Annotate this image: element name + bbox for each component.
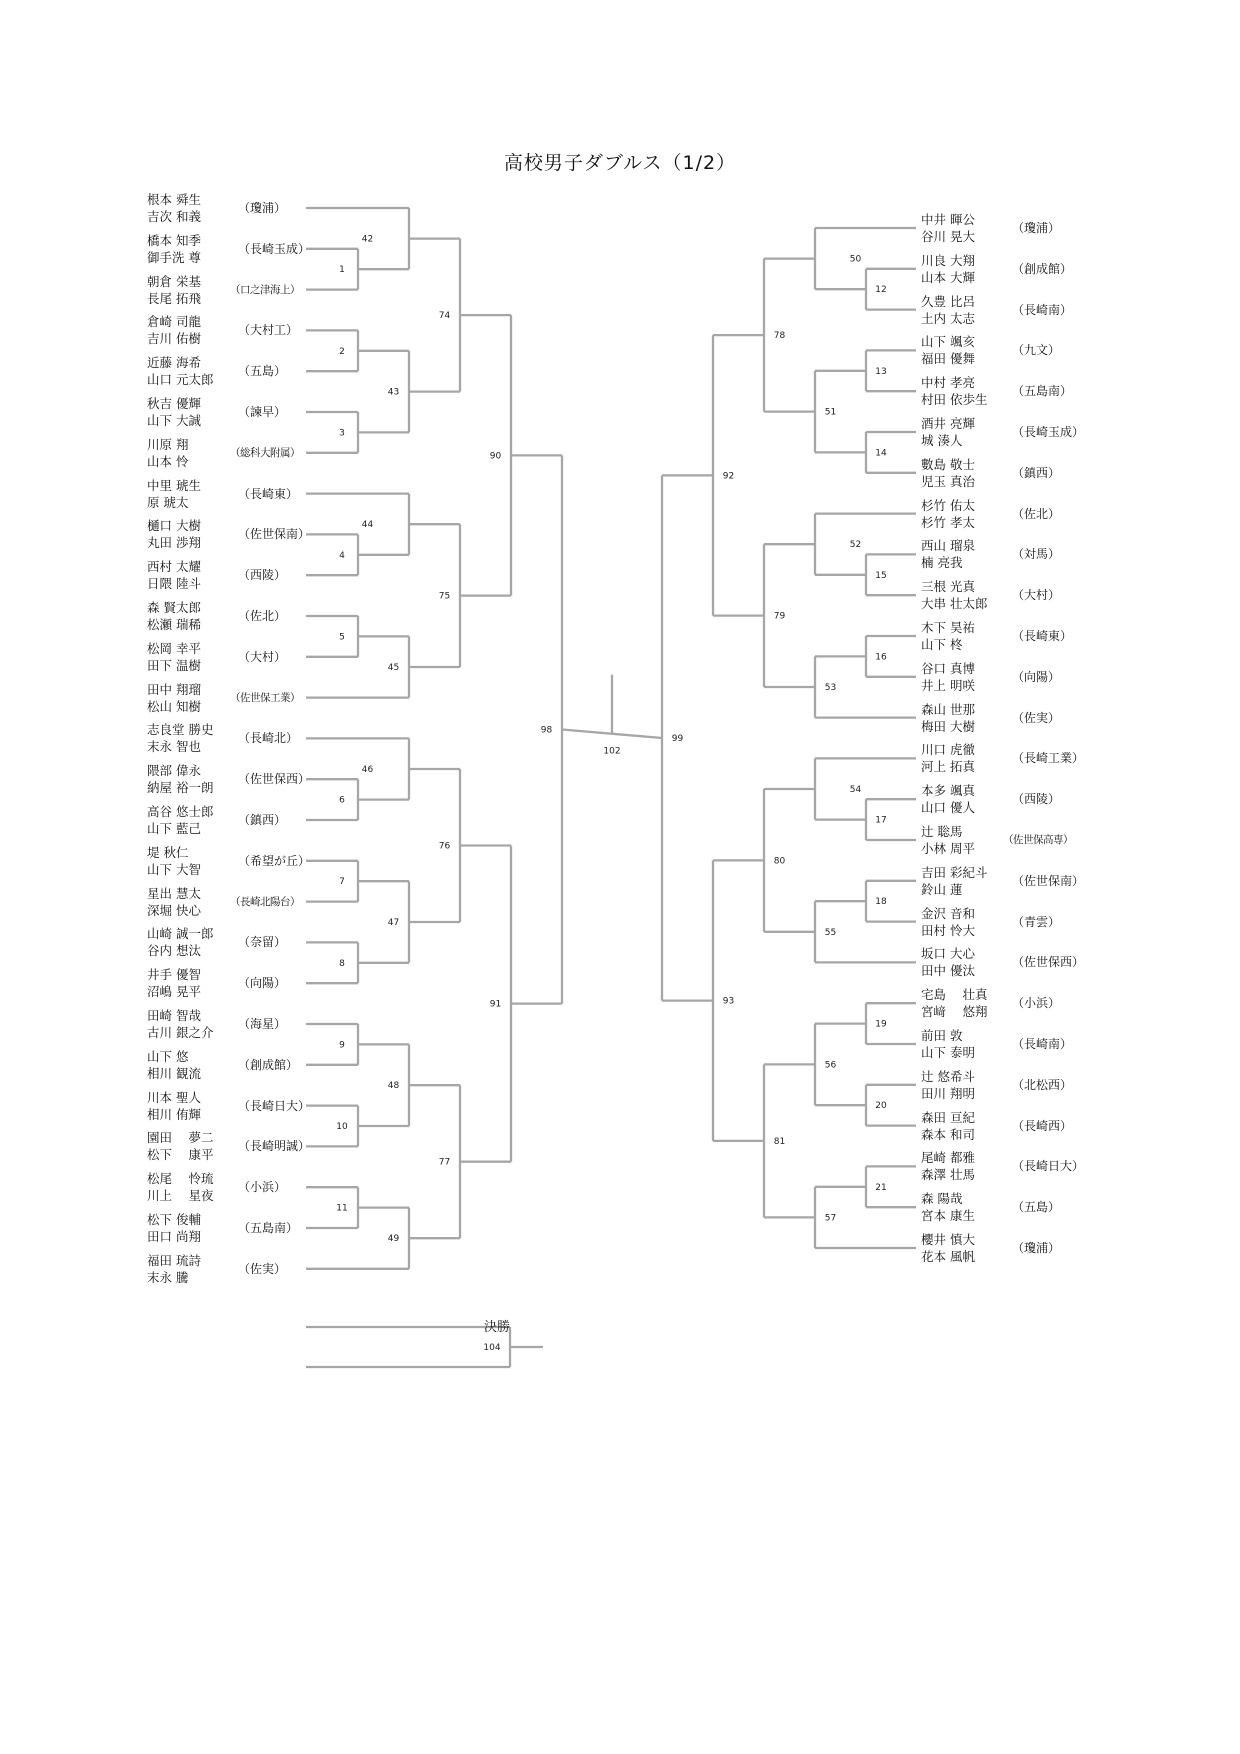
entry-players	[147, 599, 251, 633]
entry-players	[921, 905, 1025, 939]
match-number-19: 19	[875, 1019, 887, 1030]
entry-players	[147, 1129, 251, 1163]
entry-players	[147, 803, 251, 837]
player-name: 鈴山 蓮	[921, 881, 963, 897]
entry-players	[147, 966, 251, 1000]
player-name: 尾崎 都雅	[921, 1150, 975, 1166]
player-name: 辻 悠希斗	[921, 1068, 975, 1084]
entry-school: （五島南）	[238, 1221, 299, 1235]
match-number-16: 16	[875, 652, 887, 663]
player-name: 川口 虎徹	[921, 742, 975, 758]
match-number-10: 10	[336, 1122, 348, 1132]
player-name: 田中 優汰	[921, 963, 975, 979]
entry-players	[147, 191, 251, 225]
entry-school: （佐実）	[1012, 710, 1061, 725]
entry-players	[921, 333, 1025, 367]
player-name: 田崎 智哉	[147, 1008, 201, 1023]
entry-school: （長崎西）	[1012, 1118, 1073, 1133]
entry-school: （五島）	[238, 364, 287, 379]
player-name: 根本 舜生	[147, 192, 201, 207]
player-name: 山下 大誠	[147, 413, 201, 428]
match-number-54: 54	[849, 785, 862, 795]
match-number-21: 21	[875, 1182, 887, 1193]
player-name: 松瀬 瑞稀	[147, 617, 201, 632]
entry-players	[921, 986, 1025, 1020]
entry-school: （西陵）	[238, 568, 287, 583]
entry-school: （長崎日大）	[1012, 1159, 1085, 1174]
player-name: 酒井 亮輝	[921, 416, 975, 431]
entry-school: （大村）	[238, 649, 287, 664]
entry-players	[921, 1231, 1025, 1265]
entry-players	[921, 1149, 1025, 1183]
entry-players	[147, 1089, 251, 1123]
player-name: 楠 亮我	[921, 555, 963, 571]
player-name: 宮﨑 悠翔	[921, 1004, 988, 1020]
player-name: 志良堂 勝史	[147, 722, 214, 738]
entry-players	[147, 517, 251, 551]
entry-school: （瓊浦）	[1012, 221, 1061, 235]
match-number-3: 3	[339, 428, 345, 439]
match-number-104: 104	[483, 1343, 501, 1353]
player-name: 沼嶋 晃平	[147, 984, 201, 1000]
player-name: 橋本 知季	[147, 232, 201, 248]
match-number-44: 44	[361, 520, 374, 531]
player-name: 山本 怜	[147, 453, 189, 469]
entry-school: （創成館）	[1012, 261, 1073, 276]
entry-players	[921, 945, 1025, 979]
match-number-2: 2	[339, 346, 345, 357]
entry-school: （佐北）	[1012, 506, 1061, 521]
player-name: 福田 優舞	[921, 351, 975, 367]
player-name: 児玉 真治	[921, 473, 975, 489]
match-number-8: 8	[339, 958, 345, 969]
player-name: 山下 泰明	[921, 1045, 975, 1060]
match-number-102: 102	[603, 746, 621, 757]
entry-players	[921, 497, 1025, 531]
player-name: 小林 周平	[921, 841, 975, 856]
player-name: 松下 康平	[147, 1147, 214, 1163]
player-name: 山本 大輝	[921, 269, 975, 285]
player-name: 山下 颯亥	[921, 334, 975, 350]
player-name: 相川 侑輝	[147, 1106, 201, 1122]
entry-players	[921, 211, 1025, 245]
player-name: 西山 瑠泉	[921, 538, 975, 554]
entry-school: （対馬）	[1012, 547, 1061, 562]
entry-players	[147, 1048, 251, 1082]
entry-school: （長崎北陽台）	[230, 895, 300, 908]
player-name: 田口 尚翔	[147, 1229, 201, 1244]
entry-school: （瓊浦）	[1012, 1241, 1061, 1255]
entry-school: （長崎南）	[1012, 302, 1073, 317]
player-name: 前田 敦	[921, 1028, 963, 1043]
player-name: 森本 和司	[921, 1126, 975, 1142]
player-name: 谷川 晃大	[921, 229, 975, 244]
entry-school: （五島南）	[1012, 384, 1073, 399]
match-number-91: 91	[489, 999, 502, 1010]
entry-players	[147, 232, 251, 266]
entry-school: （小浜）	[238, 1180, 287, 1195]
player-name: 森 賢太郎	[147, 600, 201, 615]
player-name: 松山 知樹	[147, 698, 201, 714]
entry-players	[147, 477, 251, 511]
entry-school: （佐実）	[238, 1261, 287, 1276]
player-name: 朝倉 栄基	[147, 273, 201, 289]
player-name: 末永 智也	[147, 739, 201, 755]
player-name: 田村 怜大	[921, 922, 975, 938]
player-name: 山下 柊	[921, 637, 963, 652]
player-name: 山崎 誠一郎	[147, 926, 214, 942]
entry-school: （向陽）	[238, 976, 287, 991]
match-number-53: 53	[824, 683, 837, 693]
entry-players	[147, 558, 251, 592]
match-number-1: 1	[339, 265, 345, 276]
match-number-47: 47	[387, 918, 400, 928]
match-number-20: 20	[875, 1101, 887, 1112]
match-number-49: 49	[387, 1234, 400, 1245]
match-number-48: 48	[387, 1081, 400, 1092]
entry-school: （長崎東）	[238, 486, 299, 501]
player-name: 川上 星夜	[147, 1188, 214, 1204]
match-number-4: 4	[339, 550, 345, 561]
match-number-51: 51	[824, 407, 837, 418]
player-name: 井手 優智	[147, 967, 201, 983]
player-name: 末永 騰	[147, 1269, 189, 1285]
entry-school: （長崎玉成）	[1012, 425, 1085, 439]
entry-school: （総科大附属）	[230, 446, 300, 459]
player-name: 松尾 怜琉	[147, 1171, 214, 1187]
entry-players	[147, 354, 251, 388]
entry-players	[921, 741, 1025, 775]
entry-players	[147, 844, 251, 878]
player-name: 樋口 大樹	[147, 518, 201, 534]
match-number-99: 99	[671, 734, 684, 744]
player-name: 中村 孝亮	[921, 375, 975, 391]
entry-school: （佐世保高専）	[1003, 834, 1073, 846]
player-name: 中井 暉公	[921, 212, 975, 227]
player-name: 宮本 康生	[921, 1208, 975, 1224]
player-name: 山下 悠	[147, 1048, 189, 1064]
player-name: 園田 夢二	[147, 1130, 214, 1146]
entry-players	[921, 415, 1025, 449]
player-name: 谷口 真博	[921, 660, 975, 676]
match-number-75: 75	[438, 591, 451, 602]
player-name: 城 湊人	[921, 433, 963, 448]
entry-school: （創成館）	[238, 1057, 299, 1072]
match-number-13: 13	[875, 366, 887, 377]
match-number-45: 45	[387, 663, 400, 673]
player-name: 森山 世那	[921, 701, 975, 717]
entry-school: （青雲）	[1012, 914, 1061, 929]
entry-players	[921, 701, 1025, 735]
entry-school: （諫早）	[238, 405, 287, 419]
match-number-76: 76	[438, 841, 451, 852]
entry-school: （北松西）	[1012, 1077, 1073, 1092]
match-number-17: 17	[875, 815, 887, 826]
player-name: 星出 慧太	[147, 885, 201, 901]
player-name: 田川 翔明	[921, 1085, 975, 1101]
player-name: 金沢 音和	[921, 905, 975, 921]
player-name: 吉川 佑樹	[147, 331, 201, 347]
entry-school: （佐世保南）	[1012, 873, 1085, 888]
entry-school: （大村工）	[238, 323, 299, 338]
match-number-42: 42	[361, 234, 374, 245]
player-name: 花本 風帆	[921, 1249, 975, 1264]
match-number-50: 50	[849, 254, 862, 265]
entry-school: （鎮西）	[238, 813, 287, 827]
player-name: 河上 拓真	[921, 759, 975, 775]
match-number-52: 52	[849, 540, 862, 551]
entry-players	[921, 660, 1025, 694]
entry-players	[921, 374, 1025, 408]
player-name: 丸田 渉翔	[147, 535, 201, 551]
match-number-18: 18	[875, 897, 887, 908]
match-number-98: 98	[540, 725, 553, 736]
player-name: 山下 藍己	[147, 821, 201, 836]
entry-players	[147, 640, 251, 674]
player-name: 深堀 快心	[147, 902, 201, 918]
player-name: 本多 颯真	[921, 783, 975, 799]
entry-school: （佐北）	[238, 609, 287, 623]
entry-players	[147, 1170, 251, 1204]
player-name: 森澤 壮馬	[921, 1167, 975, 1183]
entry-players	[921, 537, 1025, 571]
player-name: 近藤 海希	[147, 355, 201, 371]
entry-school: （海星）	[238, 1017, 287, 1031]
match-number-15: 15	[875, 570, 887, 581]
player-name: 中里 琥生	[147, 477, 201, 493]
match-number-5: 5	[339, 632, 345, 643]
entry-school: （五島）	[1012, 1200, 1061, 1215]
match-number-79: 79	[773, 611, 786, 622]
entry-players	[147, 1211, 251, 1245]
match-number-14: 14	[875, 448, 887, 459]
entry-players	[921, 619, 1025, 653]
entry-players	[147, 313, 251, 347]
match-number-93: 93	[722, 996, 735, 1007]
player-name: 山口 優人	[921, 800, 975, 816]
player-name: 森 陽哉	[921, 1191, 963, 1207]
player-name: 坂口 大心	[921, 946, 975, 962]
match-number-78: 78	[773, 331, 786, 342]
match-number-81: 81	[773, 1136, 786, 1147]
match-number-90: 90	[489, 451, 502, 462]
entry-school: （大村）	[1012, 588, 1061, 603]
player-name: 古川 銀之介	[147, 1025, 214, 1040]
entry-school: （長崎東）	[1012, 629, 1073, 643]
entry-school: （希望が丘）	[238, 853, 311, 868]
entry-players	[921, 293, 1025, 327]
match-number-46: 46	[361, 765, 374, 775]
entry-school: （佐世保西）	[238, 772, 311, 787]
entry-school: （九文）	[1012, 343, 1061, 358]
player-name: 川本 聖人	[147, 1089, 201, 1105]
entry-school: （長崎玉成）	[238, 241, 311, 256]
player-name: 吉田 彩紀斗	[921, 864, 988, 880]
player-name: 谷内 想汰	[147, 943, 201, 959]
player-name: 川原 翔	[147, 436, 189, 452]
player-name: 三根 光真	[921, 579, 975, 595]
player-name: 川良 大翔	[921, 252, 975, 268]
entry-school: （長崎南）	[1012, 1037, 1073, 1051]
player-name: 長尾 拓飛	[147, 290, 201, 306]
entry-school: （長崎日大）	[238, 1098, 311, 1113]
entry-players	[921, 1068, 1025, 1102]
entry-players	[147, 925, 251, 959]
player-name: 納屋 裕一朗	[147, 780, 214, 796]
player-name: 櫻井 慎大	[921, 1232, 975, 1247]
player-name: 福田 琉詩	[147, 1252, 201, 1268]
match-number-80: 80	[773, 856, 786, 867]
entry-players	[147, 1007, 251, 1041]
entry-players	[921, 782, 1025, 816]
entry-school: （口之津海上）	[230, 283, 300, 296]
page-title: 高校男子ダブルス（1/2）	[503, 152, 737, 174]
match-number-57: 57	[824, 1213, 837, 1224]
entry-school: （佐世保工業）	[230, 691, 300, 704]
match-number-6: 6	[339, 795, 345, 806]
entry-players	[921, 1027, 1025, 1061]
match-number-77: 77	[438, 1157, 451, 1168]
entry-players	[147, 721, 251, 755]
player-name: 西村 太耀	[147, 559, 201, 575]
player-name: 山下 大智	[147, 861, 201, 877]
player-name: 大串 壮太郎	[921, 596, 988, 612]
match-number-55: 55	[824, 927, 837, 938]
match-number-7: 7	[339, 877, 345, 888]
player-name: 相川 観流	[147, 1065, 201, 1081]
player-name: 杉竹 孝太	[921, 514, 975, 530]
match-number-74: 74	[438, 311, 451, 322]
entry-school: （佐世保南）	[238, 527, 311, 542]
player-name: 松岡 幸平	[147, 640, 201, 656]
player-name: 久豊 比呂	[921, 293, 975, 309]
player-name: 宅島 壮真	[921, 987, 988, 1003]
entry-school: （瓊浦）	[238, 201, 287, 215]
player-name: 堤 秋仁	[147, 844, 189, 860]
player-name: 村田 依歩生	[921, 392, 988, 408]
player-name: 山口 元太郎	[147, 372, 214, 388]
player-name: 井上 明咲	[921, 677, 975, 693]
player-name: 田下 温樹	[147, 657, 201, 673]
entry-players	[921, 1109, 1025, 1143]
entry-players	[147, 395, 251, 429]
player-name: 松下 俊輔	[147, 1212, 201, 1227]
player-name: 辻 聡馬	[921, 824, 963, 839]
player-name: 木下 昊祐	[921, 620, 975, 635]
entry-school: （西陵）	[1012, 792, 1061, 807]
entry-school: （向陽）	[1012, 669, 1061, 684]
entry-players	[147, 762, 251, 796]
player-name: 田中 翔瑠	[147, 681, 201, 697]
final-label: 決勝	[484, 1320, 511, 1335]
entry-school: （長崎北）	[238, 731, 299, 746]
entry-school: （鎮西）	[1012, 465, 1061, 480]
entry-players	[147, 1252, 251, 1286]
entry-school: （佐世保西）	[1012, 955, 1085, 970]
entry-players	[921, 864, 1025, 898]
player-name: 森田 亘紀	[921, 1109, 975, 1125]
player-name: 御手洗 尊	[147, 249, 201, 265]
player-name: 隈部 偉永	[147, 763, 201, 779]
match-number-56: 56	[824, 1060, 837, 1071]
entry-players	[921, 456, 1025, 490]
player-name: 土内 太志	[921, 310, 975, 326]
player-name: 倉崎 司龍	[147, 314, 201, 330]
match-number-12: 12	[875, 285, 887, 296]
player-name: 梅田 大樹	[921, 718, 975, 734]
match-number-92: 92	[722, 471, 735, 482]
entry-school: （長崎工業）	[1012, 751, 1085, 766]
player-name: 數島 敬士	[921, 456, 975, 472]
entry-players	[921, 1190, 1025, 1224]
entry-school: （奈留）	[238, 935, 287, 950]
match-number-11: 11	[336, 1203, 348, 1214]
match-number-9: 9	[339, 1040, 345, 1051]
entry-school: （小浜）	[1012, 996, 1061, 1011]
entry-players	[921, 578, 1025, 612]
entry-players	[921, 252, 1025, 286]
entry-school: （長崎明誠）	[238, 1139, 311, 1154]
match-number-43: 43	[387, 387, 400, 398]
player-name: 秋吉 優輝	[147, 396, 201, 411]
player-name: 原 琥太	[147, 494, 189, 510]
player-name: 杉竹 佑太	[921, 497, 975, 513]
player-name: 高谷 悠士郎	[147, 804, 214, 819]
player-name: 日隈 陸斗	[147, 576, 201, 592]
player-name: 吉次 和義	[147, 209, 201, 224]
